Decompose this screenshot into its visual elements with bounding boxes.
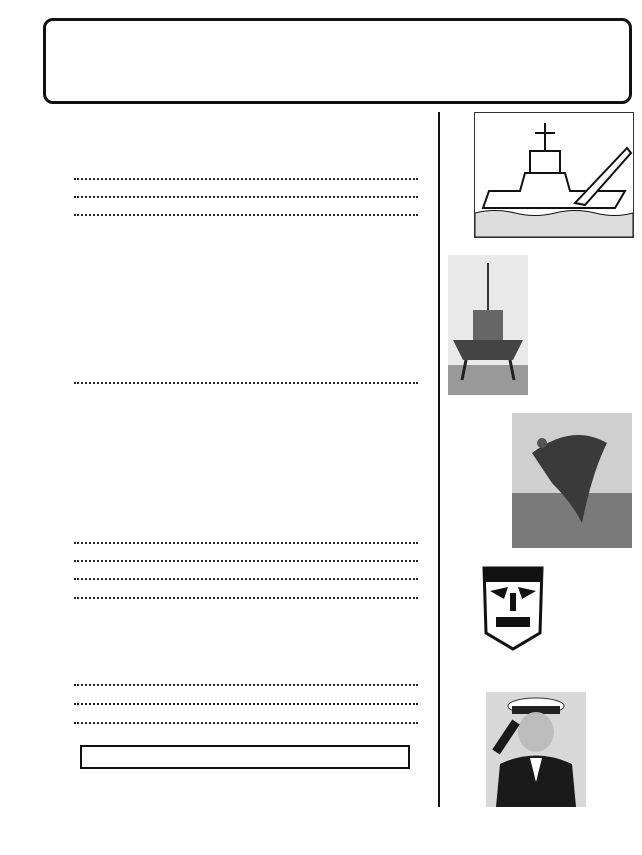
dolphin-photo (512, 413, 632, 548)
missile-ship-illustration (474, 112, 634, 238)
toc-entry[interactable] (42, 382, 424, 388)
toc-entry[interactable] (42, 684, 424, 690)
toc-entry[interactable] (42, 703, 424, 709)
toc-entry[interactable] (42, 214, 424, 220)
column-divider (438, 112, 440, 807)
toc-entry[interactable] (42, 294, 424, 295)
toc-entry[interactable] (42, 234, 424, 235)
hydrofoil-photo (448, 255, 528, 395)
toc-entry[interactable] (42, 196, 424, 202)
toc-entry[interactable] (42, 560, 424, 566)
toc-entry[interactable] (42, 110, 424, 111)
toc-entry[interactable] (42, 618, 424, 619)
header-box (43, 18, 632, 104)
toc-entry[interactable] (42, 597, 424, 603)
tiki-mask-illustration (480, 563, 546, 651)
toc-entry[interactable] (42, 722, 424, 728)
naval-officer-photo (486, 692, 586, 807)
toc-entry[interactable] (42, 178, 424, 184)
toc-entry[interactable] (42, 542, 424, 548)
toc-entry[interactable] (42, 578, 424, 584)
model-banner (80, 745, 410, 769)
toc-entry[interactable] (42, 472, 424, 473)
toc-entry[interactable] (42, 403, 424, 404)
